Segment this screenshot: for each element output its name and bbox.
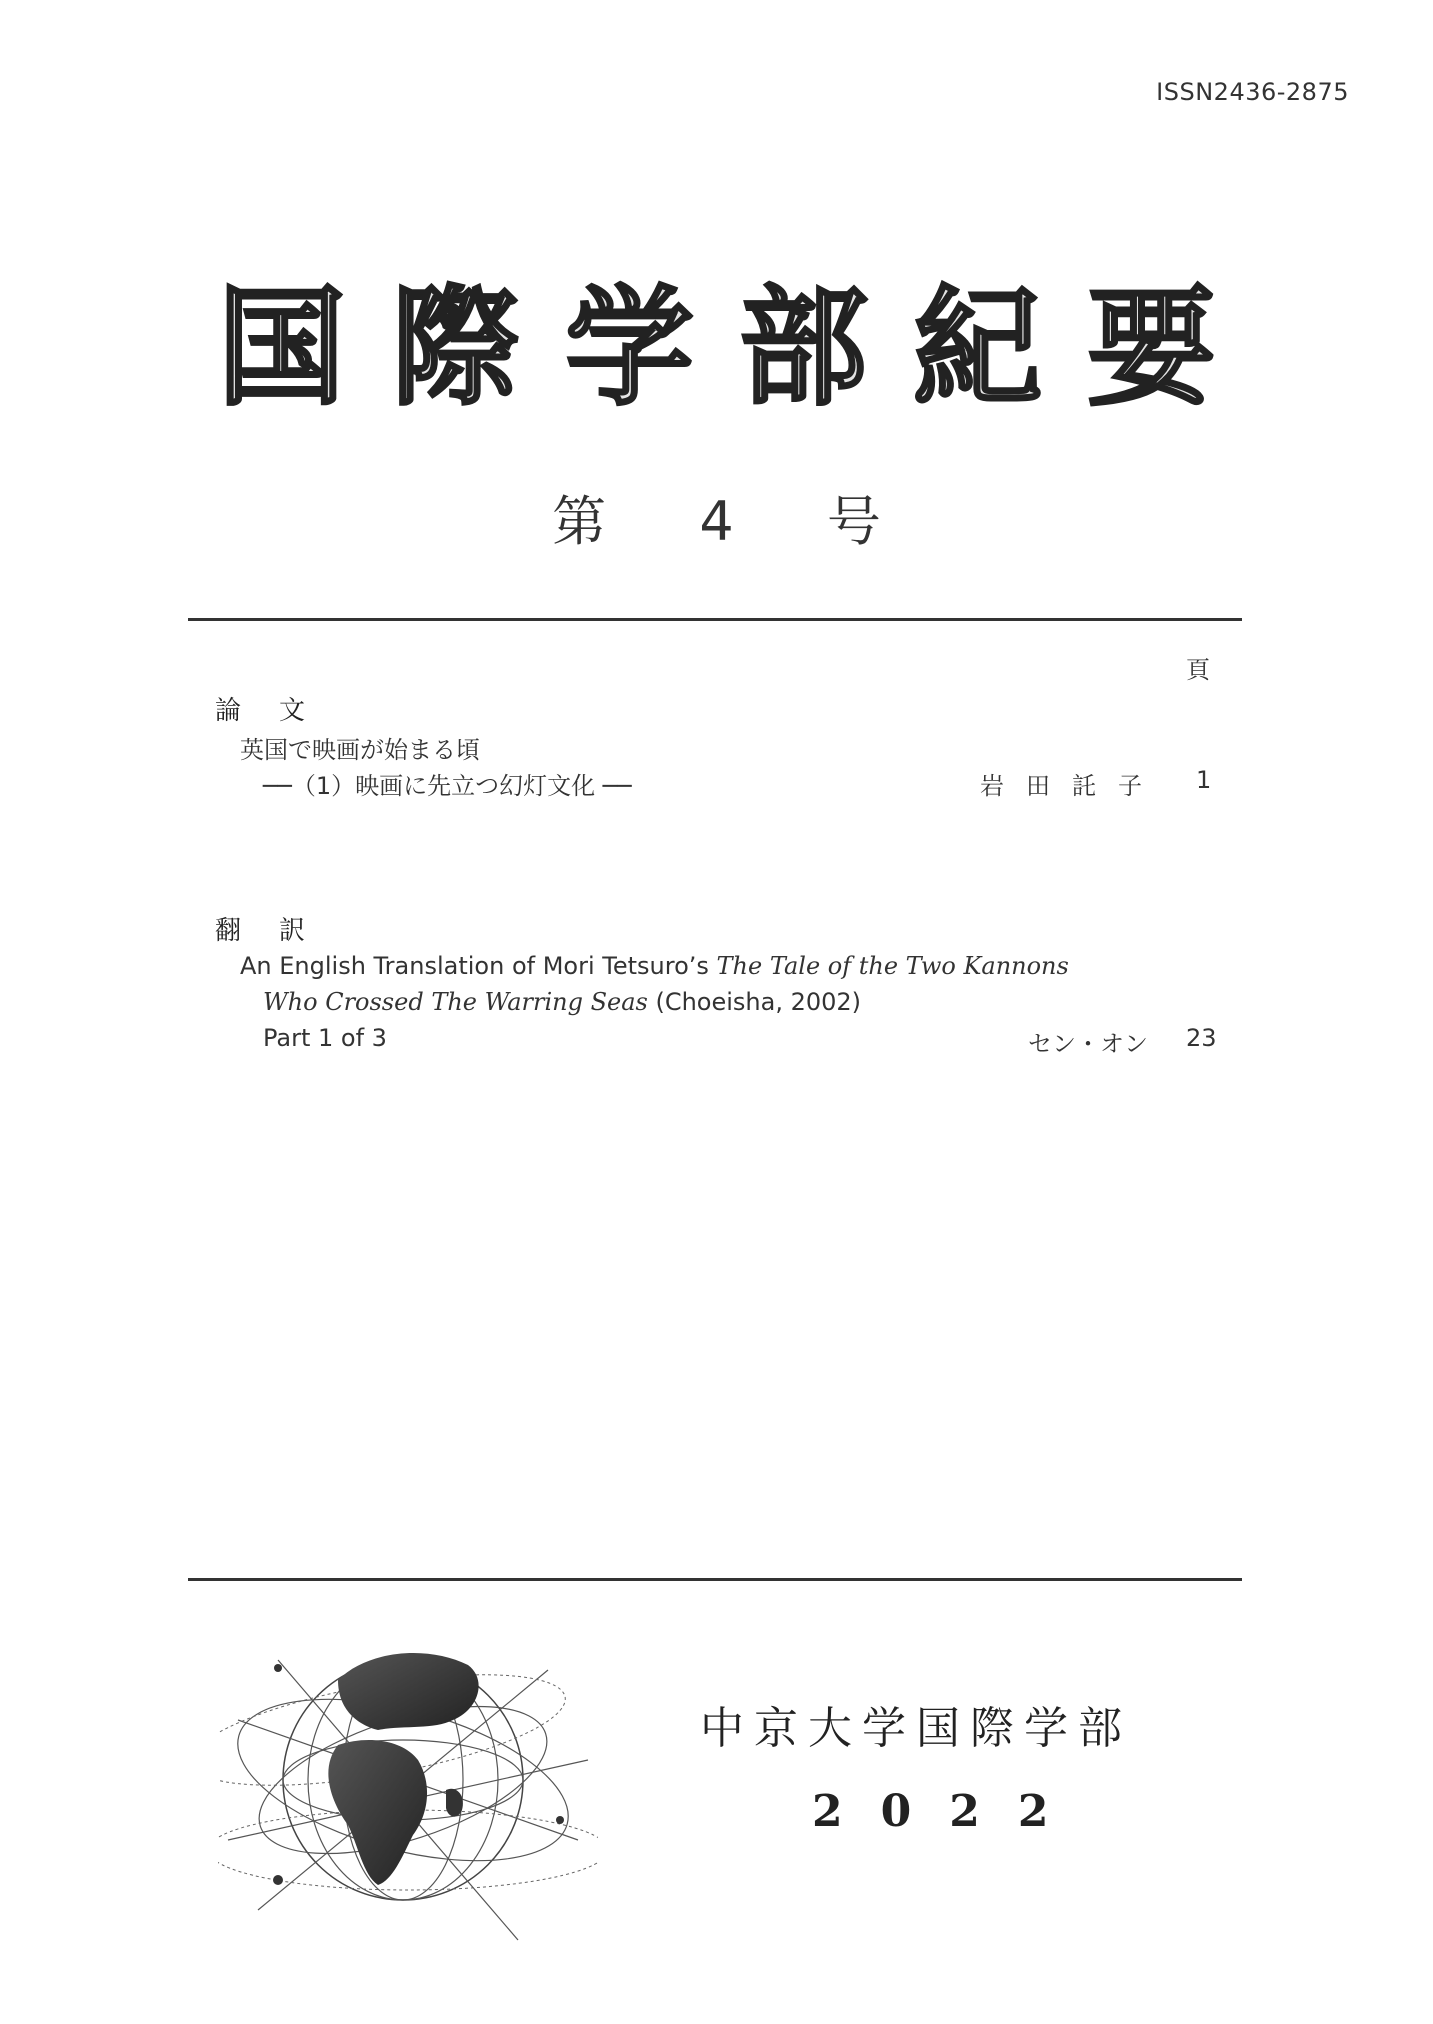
top-rule — [188, 618, 1242, 621]
translation-title-line1 — [240, 952, 1069, 980]
translation-title-line2 — [263, 988, 861, 1016]
article-author: 岩田託子 — [980, 772, 1164, 800]
article-subtitle: ──（1）映画に先立つ幻灯文化 ── — [263, 772, 632, 800]
globe-logo-icon — [218, 1640, 598, 1960]
translation-page: 23 — [1186, 1024, 1217, 1052]
translation-part: Part 1 of 3 — [263, 1024, 387, 1052]
publisher: 中京大学国際学部 — [700, 1703, 1132, 1754]
article-page: 1 — [1196, 766, 1212, 794]
translation-publication: (Choeisha, 2002) — [647, 988, 862, 1016]
journal-title: 国際学部紀要 — [217, 274, 1262, 423]
issn: ISSN2436-2875 — [1156, 78, 1349, 106]
section-label-translation: 翻訳 — [215, 916, 344, 946]
translation-work-title: The Tale of the Two Kannons — [716, 952, 1069, 980]
translation-title-prefix: An English Translation of Mori Tetsuro’s — [240, 952, 717, 980]
bottom-rule — [188, 1578, 1242, 1581]
page-column-header: 頁 — [1186, 656, 1210, 684]
translation-author: セン・オン — [1028, 1030, 1148, 1058]
section-label-articles: 論文 — [215, 696, 344, 726]
issue-number: 第 4 号 — [552, 490, 919, 553]
translation-work-title-cont: Who Crossed The Warring Seas — [263, 988, 648, 1016]
article-title: 英国で映画が始まる頃 — [240, 736, 480, 764]
publication-year: 2022 — [812, 1786, 1087, 1837]
